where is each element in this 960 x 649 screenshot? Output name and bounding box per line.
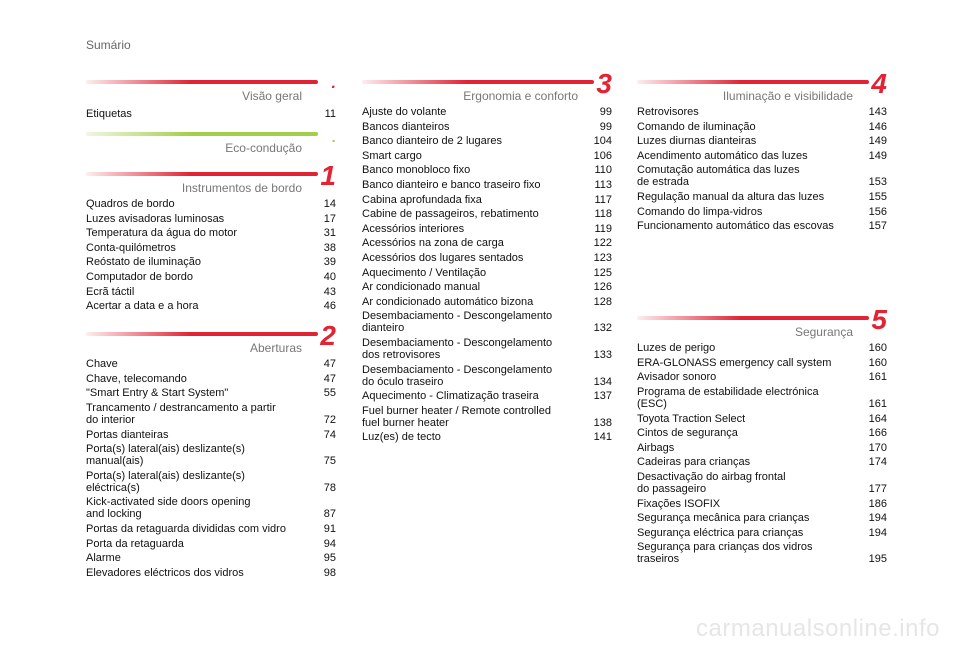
section-title: Segurança [794,325,853,340]
entry-page: 195 [868,553,887,566]
section-items [86,198,336,312]
toc-column-2 [362,68,612,446]
entry-page: 166 [868,427,887,440]
entry-page: 91 [323,522,336,535]
entry-page: 141 [593,431,612,444]
entry-label: Trancamento / destrancamento a partir do interior [86,401,276,426]
entry-page: 177 [868,482,887,495]
toc-entry[interactable] [86,198,336,210]
toc-entry[interactable] [637,498,887,510]
toc-entry[interactable] [637,413,887,425]
toc-entry[interactable] [86,242,336,254]
entry-page: 132 [593,322,612,335]
toc-entry[interactable] [362,106,612,118]
entry-page: 153 [868,176,887,189]
toc-entry[interactable] [362,179,612,191]
section-number: . [332,129,336,145]
section-bar [362,80,594,84]
entry-page: 87 [323,508,336,521]
entry-page: 137 [593,390,612,403]
toc-entry[interactable] [362,164,612,176]
section-ergonomia-e-conforto [362,68,612,444]
entry-label: Segurança para crianças dos vidros traseiros [637,541,813,566]
entry-label: Acessórios dos lugares sentados [362,251,524,264]
toc-entry[interactable] [637,386,887,410]
toc-entry[interactable] [362,337,612,361]
entry-page: 174 [868,456,887,469]
entry-page: 149 [868,149,887,162]
entry-label: Quadros de bordo [86,198,175,210]
entry-page: 194 [868,512,887,525]
entry-label: Banco monobloco fixo [362,164,471,177]
toc-entry[interactable] [86,358,336,370]
entry-page: 119 [594,222,612,235]
entry-label: Programa de estabilidade electrónica (ESC) [637,385,819,410]
toc-entry[interactable] [362,135,612,147]
entry-label: Cabina aprofundada fixa [362,193,482,206]
watermark: carmanualsonline.info [696,615,940,642]
entry-label: Banco dianteiro de 2 lugares [362,135,503,148]
entry-label: Ar condicionado automático bizona [362,295,534,308]
entry-label: Desactivação do airbag frontal do passageiro [637,470,786,495]
toc-entry[interactable] [362,223,612,235]
entry-label: Elevadores eléctricos dos vidros [86,566,244,579]
section-number: 1 [320,160,336,191]
toc-entry[interactable] [362,121,612,133]
entry-page: 123 [593,251,612,264]
toc-entry[interactable] [362,364,612,388]
toc-column-1 [86,75,336,581]
toc-entry[interactable] [637,191,887,203]
entry-page: 95 [323,552,336,565]
toc-entry[interactable] [637,220,887,232]
toc-entry[interactable] [362,194,612,206]
section-bar [637,316,869,320]
section-number: 2 [320,320,336,352]
toc-entry[interactable] [637,135,887,147]
entry-page: 39 [323,256,336,269]
entry-page: 46 [323,300,336,313]
entry-page: 99 [599,120,612,133]
toc-entry[interactable] [637,371,887,383]
toc-entry[interactable] [86,429,336,441]
entry-page: 160 [868,342,887,355]
entry-page: 110 [594,164,612,177]
section-number: 5 [871,304,887,336]
section-title: Ergonomia e conforto [463,89,578,103]
entry-label: "Smart Entry & Start System" [86,387,229,400]
entry-label: Luzes diurnas dianteiras [637,135,757,148]
toc-entry[interactable] [86,470,336,494]
section-bar [86,80,318,84]
entry-label: Temperatura da água do motor [86,227,238,240]
toc-entry[interactable] [637,121,887,133]
toc-entry[interactable] [86,552,336,564]
entry-label: Desembaciamento - Descongelamento do óculo traseiro [362,363,553,388]
entry-label: Chave, telecomando [86,372,187,385]
entry-page: 94 [323,537,336,550]
entry-page: 164 [868,412,887,425]
entry-page: 125 [593,266,612,279]
section-title: Visão geral [242,89,302,103]
entry-page: 194 [868,526,887,539]
toc-entry[interactable] [362,237,612,249]
section-title: Eco-condução [225,141,302,155]
entry-page: 117 [594,193,612,206]
entry-label: Reóstato de iluminação [86,256,201,269]
toc-entry[interactable] [86,256,336,268]
toc-entry[interactable] [362,296,612,308]
entry-label: Comando do limpa-vidros [637,205,763,218]
entry-page: 155 [868,190,887,203]
entry-page: 47 [323,372,336,385]
entry-page: 157 [868,220,887,233]
toc-entry[interactable] [86,213,336,225]
entry-label: Etiquetas [86,108,132,120]
section-bar [86,332,318,336]
entry-label: Aquecimento - Climatização traseira [362,390,539,403]
toc-entry[interactable] [86,496,336,520]
entry-page: 106 [593,149,612,162]
entry-page: 156 [868,205,887,218]
toc-entry[interactable] [362,281,612,293]
toc-entry[interactable] [362,405,612,429]
entry-label: Acessórios interiores [362,222,465,235]
section-number: 3 [596,68,612,99]
entry-label: Avisador sonoro [637,371,717,384]
toc-entry[interactable] [637,442,887,454]
section-eco-conducao [86,129,336,155]
entry-page: 149 [868,135,887,148]
entry-label: Banco dianteiro e banco traseiro fixo [362,178,541,191]
entry-label: Porta da retaguarda [86,537,184,550]
entry-label: Desembaciamento - Descongelamento dos retrovisores [362,336,553,361]
entry-page: 99 [599,106,612,118]
toc-column-3 [637,68,887,568]
toc-entry[interactable] [637,164,887,188]
toc-entry[interactable] [637,150,887,162]
toc-entry[interactable] [86,538,336,550]
section-items [86,108,336,120]
toc-entry[interactable] [86,108,336,120]
entry-page: 55 [323,387,336,400]
entry-label: Comando de iluminação [637,120,756,133]
entry-label: Smart cargo [362,149,422,162]
entry-page: 146 [868,120,887,133]
toc-entry[interactable] [86,402,336,426]
toc-entry[interactable] [86,300,336,312]
section-iluminacao-e-visibilidade [637,68,887,233]
entry-label: Conta-quilómetros [86,241,176,254]
entry-label: Luzes de perigo [637,342,716,355]
entry-label: Kick-activated side doors opening and locking [86,496,251,521]
toc-entry[interactable] [86,443,336,467]
entry-label: Ajuste do volante [362,106,447,118]
entry-label: Portas da retaguarda divididas com vidro [86,522,286,535]
toc-entry[interactable] [86,286,336,298]
toc-entry[interactable] [637,541,887,565]
entry-label: Segurança mecânica para crianças [637,512,810,525]
entry-label: Luz(es) de tecto [362,431,441,444]
section-items [637,106,887,232]
entry-page: 113 [594,178,612,191]
entry-page: 38 [323,241,336,254]
toc-entry[interactable] [362,390,612,402]
entry-label: Luzes avisadoras luminosas [86,212,225,225]
entry-label: Computador de bordo [86,270,194,283]
entry-label: Aquecimento / Ventilação [362,266,487,279]
entry-page: 133 [593,348,612,361]
entry-page: 78 [323,481,336,494]
entry-page: 161 [868,397,887,410]
entry-page: 186 [868,497,887,510]
section-instrumentos-de-bordo [86,160,336,313]
toc-entry[interactable] [362,310,612,334]
entry-label: Chave [86,358,118,371]
entry-page: 126 [593,281,612,294]
section-title: Instrumentos de bordo [181,181,302,195]
toc-entry[interactable] [637,512,887,524]
entry-label: Acessórios na zona de carga [362,237,504,250]
toc-entry[interactable] [637,427,887,439]
entry-page: 128 [593,295,612,308]
entry-page: 160 [868,356,887,369]
entry-label: Fuel burner heater / Remote controlled fuel burner heater [362,404,551,429]
entry-page: 75 [323,455,336,468]
toc-entry[interactable] [362,431,612,443]
toc-entry[interactable] [362,150,612,162]
toc-entry[interactable] [362,208,612,220]
toc-entry[interactable] [86,373,336,385]
toc-entry[interactable] [86,387,336,399]
section-items [362,106,612,443]
entry-label: Porta(s) lateral(ais) deslizante(s) manual(ais) [86,443,245,468]
toc-entry[interactable] [637,471,887,495]
entry-page: 40 [323,270,336,283]
toc-entry[interactable] [362,267,612,279]
entry-label: Airbags [637,441,675,454]
entry-page: 11 [324,108,336,120]
toc-entry[interactable] [637,342,887,354]
entry-page: 143 [868,106,887,118]
entry-page: 31 [323,227,336,240]
entry-label: Retrovisores [637,106,699,118]
entry-page: 14 [323,198,336,210]
entry-page: 118 [594,208,612,221]
toc-entry[interactable] [637,106,887,118]
toc-entry[interactable] [86,271,336,283]
entry-page: 138 [593,416,612,429]
entry-label: Ecrã táctil [86,285,135,298]
toc-entry[interactable] [637,527,887,539]
toc-entry[interactable] [637,206,887,218]
entry-label: Ar condicionado manual [362,281,481,294]
entry-page: 47 [323,358,336,371]
section-bar [637,80,869,84]
entry-page: 17 [323,212,336,225]
page-title: Sumário [86,38,131,52]
section-number: 4 [871,68,887,99]
section-title: Iluminação e visibilidade [722,89,853,103]
section-visao-geral [86,75,336,120]
entry-label: Cintos de segurança [637,427,738,440]
entry-label: Toyota Traction Select [637,412,746,425]
entry-label: Portas dianteiras [86,428,169,441]
entry-label: Comutação automática das luzes de estrada [637,164,800,189]
toc-entry[interactable] [86,523,336,535]
entry-page: 122 [593,237,612,250]
toc-entry[interactable] [362,252,612,264]
toc-entry[interactable] [86,227,336,239]
entry-page: 74 [323,428,336,441]
entry-page: 98 [323,566,336,579]
entry-label: Fixações ISOFIX [637,497,721,510]
section-title: Aberturas [249,341,302,356]
entry-label: Funcionamento automático das escovas [637,220,834,233]
entry-page: 170 [868,441,887,454]
entry-label: Desembaciamento - Descongelamento dianteiro [362,310,553,335]
section-bar [86,132,318,136]
section-number: . [331,75,336,92]
toc-entry[interactable] [637,456,887,468]
entry-label: Cadeiras para crianças [637,456,751,469]
section-aberturas [86,320,336,579]
section-bar [86,172,318,176]
entry-label: Cabine de passageiros, rebatimento [362,208,539,221]
entry-page: 104 [593,135,612,148]
entry-label: Acendimento automático das luzes [637,149,808,162]
entry-label: Acertar a data e a hora [86,300,199,313]
entry-label: Bancos dianteiros [362,120,450,133]
toc-entry[interactable] [637,357,887,369]
entry-page: 43 [323,285,336,298]
entry-page: 72 [323,413,336,426]
entry-label: Alarme [86,552,121,565]
entry-label: ERA-GLONASS emergency call system [637,356,832,369]
toc-entry[interactable] [86,567,336,579]
entry-page: 161 [868,371,887,384]
entry-label: Porta(s) lateral(ais) deslizante(s) eléctrica(s) [86,469,245,494]
section-items [86,358,336,579]
entry-label: Segurança eléctrica para crianças [637,526,804,539]
section-seguranca [637,304,887,566]
entry-label: Regulação manual da altura das luzes [637,190,825,203]
section-items [637,342,887,565]
entry-page: 134 [593,375,612,388]
